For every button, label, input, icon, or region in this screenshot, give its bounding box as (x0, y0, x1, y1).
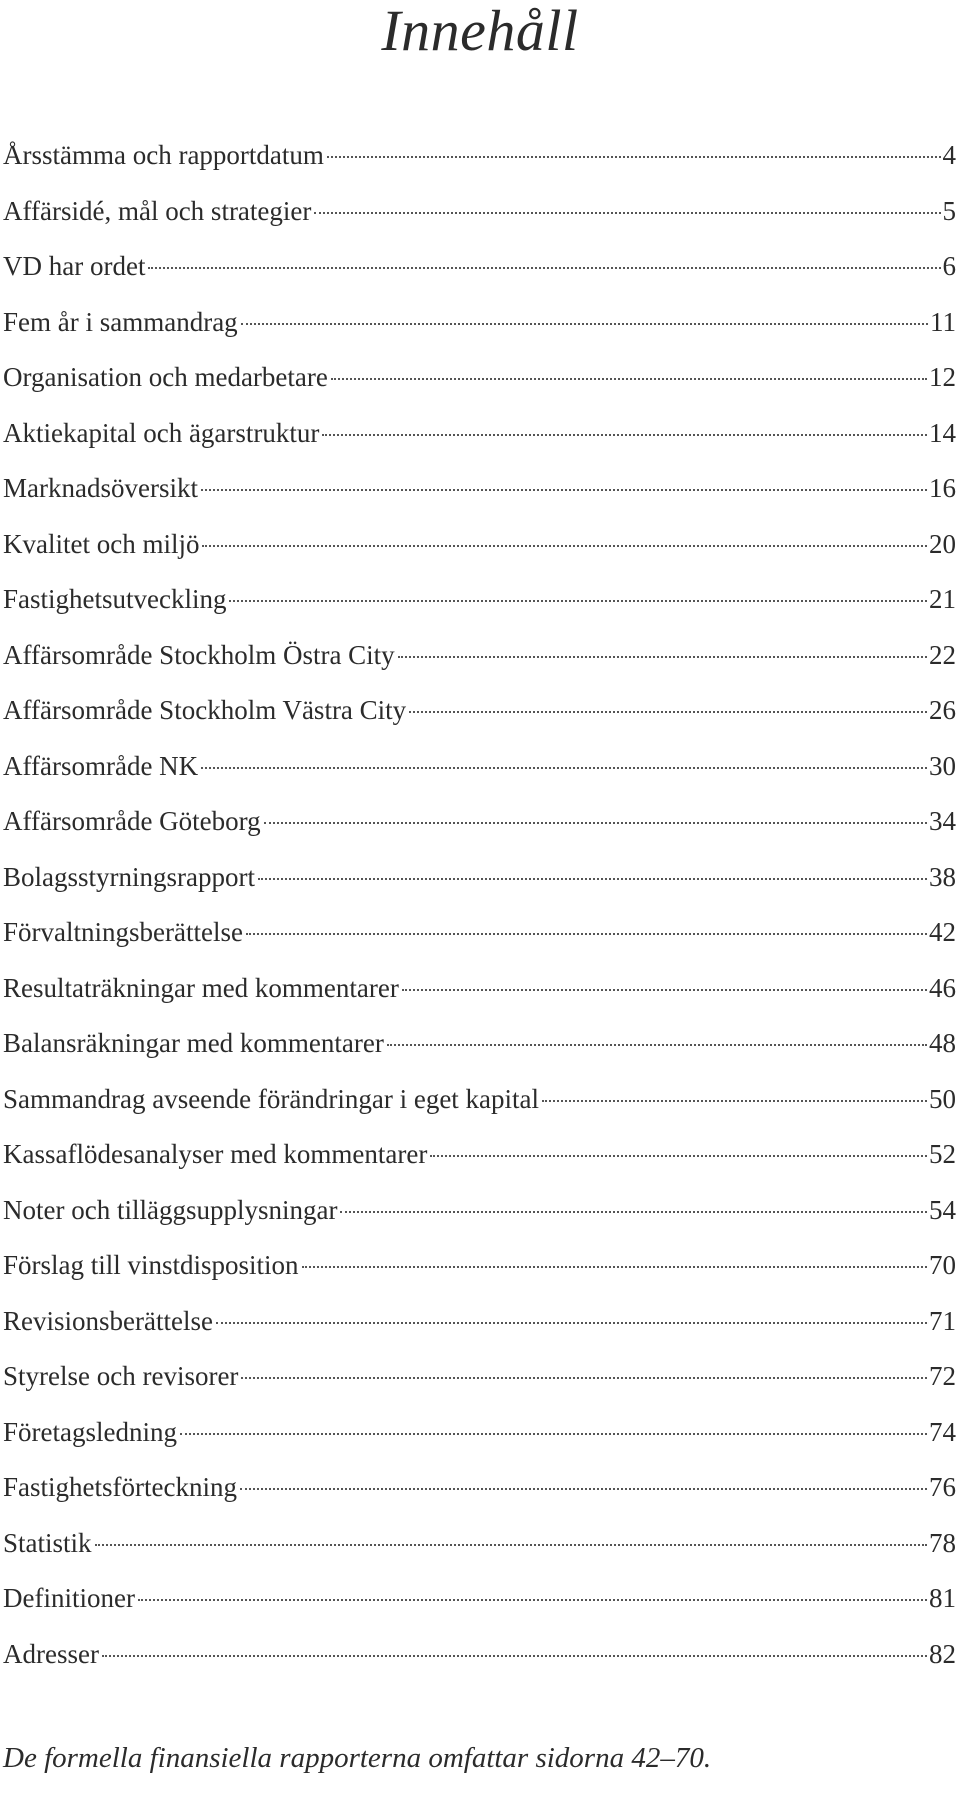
toc-entry-page-number: 22 (929, 639, 956, 670)
toc-entry-label: Årsstämma och rapportdatum (3, 140, 324, 170)
toc-entry-label: Sammandrag avseende förändringar i eget kapital (3, 1083, 540, 1114)
toc-entry[interactable] (3, 1016, 956, 1072)
toc-entry-label: Bolagsstyrningsrapport (3, 861, 255, 892)
toc-entry[interactable] (3, 128, 956, 184)
dot-leader (322, 434, 927, 436)
toc-entry[interactable] (3, 1183, 956, 1239)
toc-entry-page-number: 70 (929, 1250, 956, 1280)
toc-entry-page-number: 30 (929, 750, 956, 781)
toc-entry[interactable] (3, 1072, 956, 1128)
toc-entry-label: Revisionsberättelse (3, 1305, 213, 1336)
toc-entry[interactable] (3, 961, 956, 1017)
toc-entry-page-number: 6 (942, 251, 956, 281)
toc-entry[interactable] (3, 905, 956, 961)
toc-entry-label: Affärsområde Göteborg (3, 806, 261, 836)
toc-entry-label: Affärsområde NK (3, 750, 199, 781)
toc-entry[interactable] (3, 295, 956, 351)
toc-entry[interactable] (3, 184, 956, 240)
dot-leader (148, 267, 940, 269)
toc-entry-page-number: 54 (929, 1194, 956, 1225)
toc-entry-page-number: 82 (929, 1638, 956, 1669)
page-title: Innehåll (381, 0, 579, 63)
dot-leader (398, 656, 927, 658)
toc-entry-label: Statistik (3, 1527, 92, 1558)
dot-leader (542, 1100, 927, 1102)
toc-entry-label: Affärsidé, mål och strategier (3, 195, 312, 226)
toc-entry-page-number: 16 (929, 473, 956, 503)
toc-entry[interactable] (3, 1571, 956, 1627)
toc-entry[interactable] (3, 350, 956, 406)
toc-entry-page-number: 38 (929, 861, 956, 892)
dot-leader (229, 600, 927, 602)
toc-entry[interactable] (3, 517, 956, 573)
toc-entry[interactable] (3, 461, 956, 517)
toc-entry-page-number: 71 (929, 1305, 956, 1336)
dot-leader (258, 878, 927, 880)
footnote: De formella finansiella rapporterna omfattar sidorna 42–70. (3, 1742, 712, 1774)
toc-entry-label: VD har ordet (3, 251, 146, 281)
dot-leader (409, 711, 927, 713)
toc-entry-page-number: 11 (930, 306, 956, 337)
toc-entry[interactable] (3, 628, 956, 684)
dot-leader (201, 489, 927, 491)
toc-entry-page-number: 26 (929, 695, 956, 725)
dot-leader (402, 989, 927, 991)
toc-entry[interactable] (3, 239, 956, 295)
toc-entry-page-number: 76 (929, 1472, 956, 1502)
toc-entry-label: Noter och tilläggsupplysningar (3, 1194, 338, 1225)
toc-entry-page-number: 46 (929, 972, 956, 1003)
dot-leader (430, 1155, 927, 1157)
dot-leader (264, 822, 927, 824)
toc-entry-page-number: 42 (929, 917, 956, 947)
dot-leader (302, 1266, 927, 1268)
dot-leader (216, 1322, 927, 1324)
toc-entry-page-number: 50 (929, 1083, 956, 1114)
dot-leader (314, 212, 940, 214)
dot-leader (387, 1044, 927, 1046)
dot-leader (180, 1433, 927, 1435)
toc-entry-label: Fastighetsförteckning (3, 1472, 237, 1502)
toc-entry[interactable] (3, 1349, 956, 1405)
toc-entry-label: Förvaltningsberättelse (3, 917, 243, 947)
toc-entry-label: Kvalitet och miljö (3, 528, 200, 559)
dot-leader (202, 545, 927, 547)
dot-leader (102, 1655, 927, 1657)
toc-entry-label: Förslag till vinstdisposition (3, 1250, 299, 1280)
toc-entry-page-number: 5 (942, 195, 956, 226)
toc-entry[interactable] (3, 683, 956, 739)
toc-entry-label: Balansräkningar med kommentarer (3, 1028, 384, 1058)
toc-entry[interactable] (3, 406, 956, 462)
toc-entry-page-number: 4 (942, 140, 956, 170)
toc-entry-label: Företagsledning (3, 1416, 177, 1447)
toc-entry-label: Fem år i sammandrag (3, 306, 238, 337)
table-of-contents (3, 128, 956, 1682)
toc-entry-label: Resultaträkningar med kommentarer (3, 972, 399, 1003)
toc-entry[interactable] (3, 1460, 956, 1516)
toc-entry-page-number: 34 (929, 806, 956, 836)
dot-leader (246, 933, 927, 935)
toc-entry-page-number: 52 (929, 1139, 956, 1169)
toc-entry[interactable] (3, 850, 956, 906)
toc-entry-page-number: 72 (929, 1361, 956, 1391)
dot-leader (138, 1599, 927, 1601)
toc-entry[interactable] (3, 1516, 956, 1572)
dot-leader (240, 1488, 927, 1490)
toc-entry-page-number: 78 (929, 1527, 956, 1558)
toc-entry[interactable] (3, 1405, 956, 1461)
toc-entry-page-number: 48 (929, 1028, 956, 1058)
dot-leader (331, 378, 927, 380)
dot-leader (327, 156, 941, 158)
dot-leader (241, 323, 928, 325)
dot-leader (241, 1377, 927, 1379)
dot-leader (340, 1211, 927, 1213)
toc-entry-label: Adresser (3, 1638, 99, 1669)
toc-entry-page-number: 12 (929, 362, 956, 392)
toc-entry-page-number: 74 (929, 1416, 956, 1447)
toc-entry-page-number: 21 (929, 584, 956, 614)
toc-entry[interactable] (3, 739, 956, 795)
toc-entry[interactable] (3, 572, 956, 628)
toc-entry[interactable] (3, 1127, 956, 1183)
toc-entry-page-number: 14 (929, 417, 956, 448)
dot-leader (201, 767, 927, 769)
toc-entry[interactable] (3, 1294, 956, 1350)
toc-entry[interactable] (3, 794, 956, 850)
toc-entry-label: Kassaflödesanalyser med kommentarer (3, 1139, 428, 1169)
toc-entry-label: Styrelse och revisorer (3, 1361, 239, 1391)
toc-entry-label: Organisation och medarbetare (3, 362, 328, 392)
toc-entry[interactable] (3, 1627, 956, 1683)
toc-entry-page-number: 81 (929, 1583, 956, 1613)
toc-entry-label: Aktiekapital och ägarstruktur (3, 417, 320, 448)
toc-entry[interactable] (3, 1238, 956, 1294)
toc-entry-label: Affärsområde Stockholm Östra City (3, 639, 395, 670)
toc-entry-label: Definitioner (3, 1583, 135, 1613)
toc-entry-label: Marknadsöversikt (3, 473, 198, 503)
toc-entry-label: Affärsområde Stockholm Västra City (3, 695, 407, 725)
toc-entry-label: Fastighetsutveckling (3, 584, 227, 614)
dot-leader (95, 1544, 927, 1546)
toc-entry-page-number: 20 (929, 528, 956, 559)
